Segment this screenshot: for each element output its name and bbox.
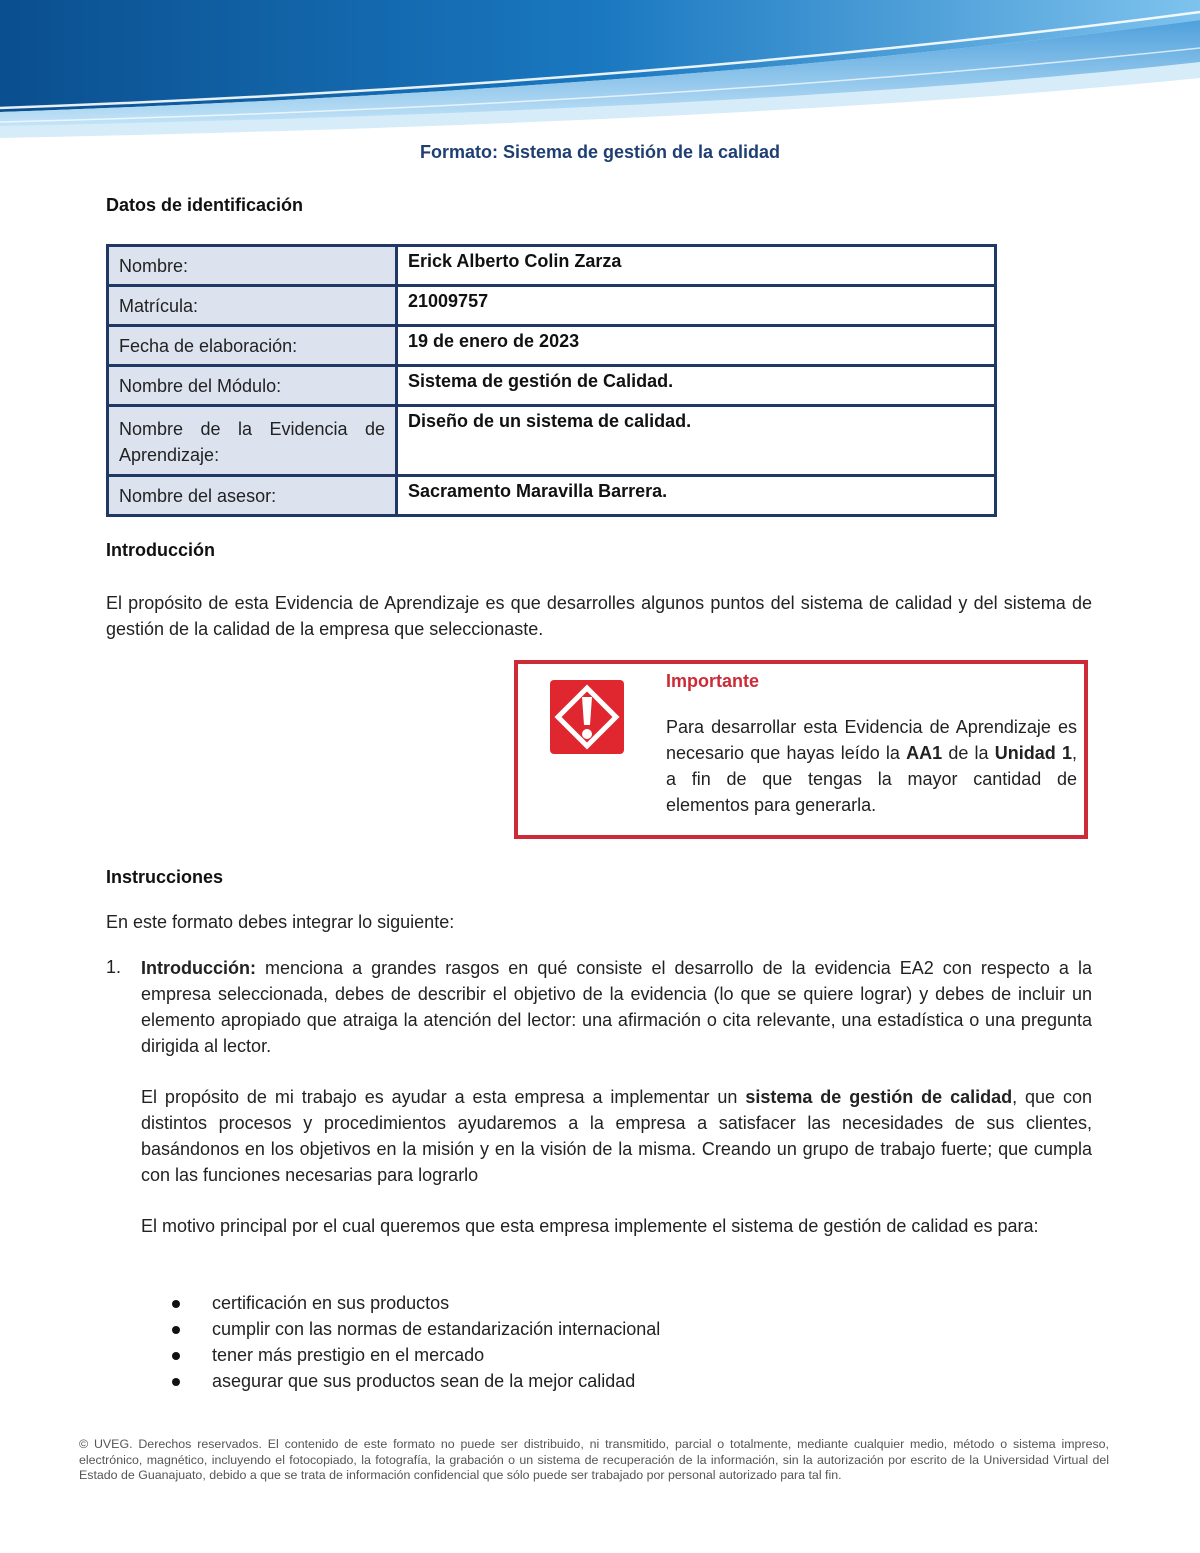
list-item-number: 1. — [106, 957, 122, 977]
copyright-footer: © UVEG. Derechos reservados. El contenido de este formato no puede ser distribuido, ni transmitido, parcial o totalmente, mediante cualquier medio, método o sistema impreso, electrónico, magnético, incluyendo el fotocopiado, la fotografía, la grabación o un sistema de recuperación de la información, sin la autorización por escrito de la Universidad Virtual del Estado de Guanajuato, debido a que se trata de información confidencial que sólo puede ser trabajado por personal autorizado para tal fin. — [79, 1437, 1109, 1482]
bullet-icon — [172, 1378, 180, 1386]
row-label: Nombre del Módulo: — [108, 366, 397, 406]
important-callout — [514, 660, 1088, 839]
answer-text: El propósito de mi trabajo es ayudar a esta empresa a implementar un — [141, 1087, 746, 1107]
list-item-text: certificación en sus productos — [212, 1293, 450, 1313]
bullet-icon — [172, 1352, 180, 1360]
table-row — [108, 246, 996, 286]
instruction-item-label: Introducción: — [141, 958, 256, 978]
row-value: 21009757 — [397, 286, 996, 326]
instructions-lead: En este formato debes integrar lo siguiente: — [106, 912, 455, 932]
instructions-heading: Instrucciones — [106, 867, 224, 887]
table-row — [108, 286, 996, 326]
important-bold-aa1: AA1 — [906, 743, 943, 763]
row-label: Nombre: — [108, 246, 397, 286]
row-value: Sistema de gestión de Calidad. — [397, 366, 996, 406]
important-text-part: de la — [942, 743, 995, 763]
row-value: Erick Alberto Colin Zarza — [397, 246, 996, 286]
table-row — [108, 406, 996, 476]
instruction-item — [141, 955, 1092, 1059]
row-label: Matrícula: — [108, 286, 397, 326]
document-title: Formato: Sistema de gestión de la calidad — [419, 142, 781, 162]
row-value: Diseño de un sistema de calidad. — [397, 406, 996, 476]
introduction-text: El propósito de esta Evidencia de Aprendizaje es que desarrolles algunos puntos del sistema de calidad y del sistema de gestión de la calidad de la empresa que seleccionaste. — [106, 593, 1092, 639]
row-value: Sacramento Maravilla Barrera. — [397, 476, 996, 516]
important-text-part: Para desarrollar esta Evidencia de Aprendizaje es necesario que hayas leído la — [666, 717, 1077, 763]
bullet-icon — [172, 1326, 180, 1334]
list-item-text: cumplir con las normas de estandarización internacional — [212, 1319, 661, 1339]
row-label: Nombre del asesor: — [108, 476, 397, 516]
identification-heading: Datos de identificación — [106, 195, 304, 215]
table-row — [108, 326, 996, 366]
instruction-item-text: menciona a grandes rasgos en qué consiste el desarrollo de la evidencia EA2 con respecto a la empresa seleccionada, debes de describir el objetivo de la evidencia (lo que se quiere lograr) y debes de incluir un elemento apropiado que atraiga la atención del lector: una afirmación o cita relevante, una estadística o una pregunta dirigida al lector. — [141, 958, 1092, 1056]
answer-paragraph — [141, 1084, 1092, 1188]
list-item-text: tener más prestigio en el mercado — [212, 1345, 485, 1365]
answer-paragraph-2: El motivo principal por el cual queremos que esta empresa implemente el sistema de gestión de calidad es para: — [141, 1216, 1039, 1236]
bullet-icon — [172, 1300, 180, 1308]
table-row — [108, 476, 996, 516]
warning-icon — [550, 680, 624, 754]
row-label: Fecha de elaboración: — [108, 326, 397, 366]
list-item-text: asegurar que sus productos sean de la mejor calidad — [212, 1371, 636, 1391]
table-row — [108, 366, 996, 406]
row-value: 19 de enero de 2023 — [397, 326, 996, 366]
introduction-heading: Introducción — [106, 540, 215, 560]
identification-table — [106, 244, 997, 517]
important-text — [666, 714, 1077, 818]
important-bold-unidad: Unidad 1 — [994, 743, 1072, 763]
important-title: Importante — [666, 671, 760, 691]
answer-bold: sistema de gestión de calidad — [745, 1087, 1013, 1107]
important-text-part: , a fin de que tengas la mayor cantidad de elementos para generarla. — [666, 743, 1077, 815]
row-label: Nombre de la Evidencia de Aprendizaje: — [108, 406, 397, 476]
answer-text: , que con distintos procesos y procedimientos ayudaremos a la empresa a satisfacer las necesidades de sus clientes, basándonos en los objetivos en la misión y en la visión de la misma. Creando un grupo de trabajo fuerte; que cumpla con las funciones necesarias para lograrlo — [141, 1087, 1092, 1185]
header-banner — [0, 0, 1200, 148]
